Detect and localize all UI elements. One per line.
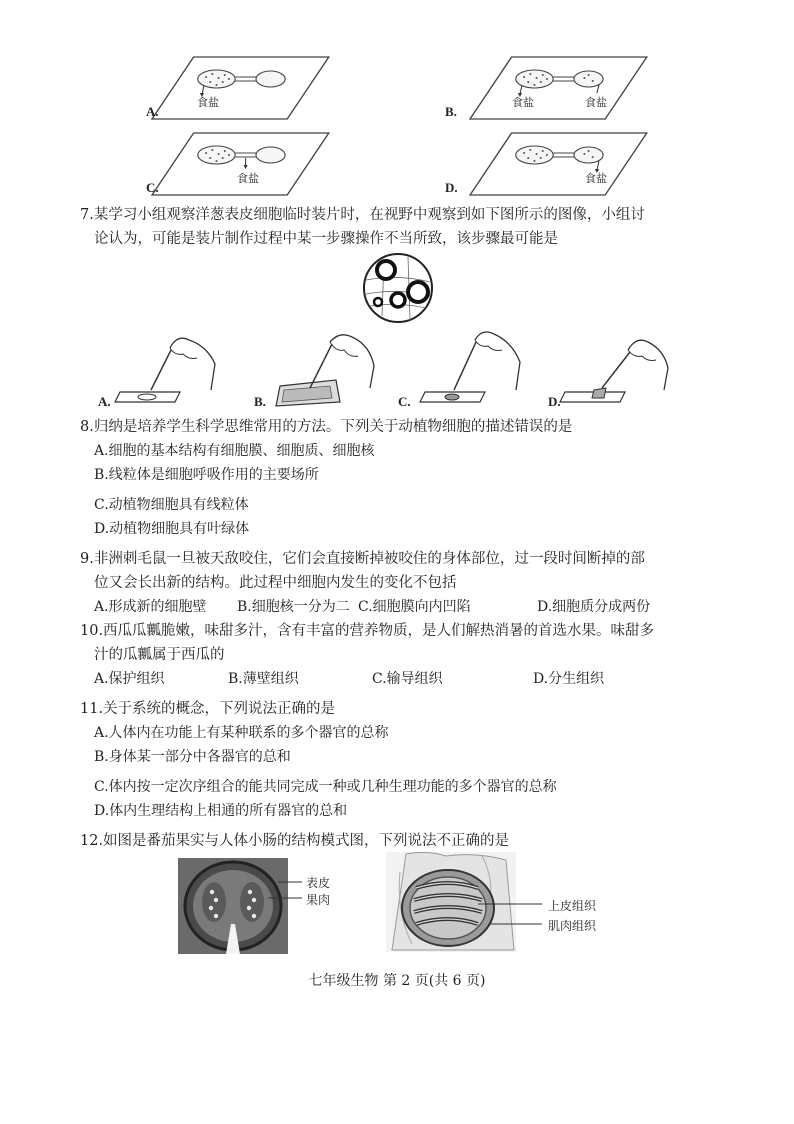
q11-option-a: A.人体内在功能上有某种联系的多个器官的总称 bbox=[94, 725, 389, 741]
q6-option-a-letter: A. bbox=[146, 104, 159, 119]
q7-microscope-view bbox=[362, 252, 434, 324]
q6-a-salt-label: 食盐 bbox=[197, 96, 219, 109]
tomato-label-flesh: 果肉 bbox=[306, 893, 331, 907]
q9-stem-line2: 位又会长出新的结构。此过程中细胞内发生的变化不包括 bbox=[94, 575, 457, 591]
q10-option-b: B.薄壁组织 bbox=[228, 671, 299, 687]
q6-b-salt-label-right: 食盐 bbox=[585, 96, 607, 109]
q11-option-b: B.身体某一部分中各器官的总和 bbox=[94, 749, 291, 765]
q6-option-d-letter: D. bbox=[445, 180, 458, 195]
q10-stem-line1: 10.西瓜瓜瓤脆嫩，味甜多汁，含有丰富的营养物质，是人们解热消暑的首选水果。味甜多 bbox=[80, 623, 655, 639]
q6-option-c-letter: C. bbox=[146, 180, 159, 195]
q6-b-salt-label-left: 食盐 bbox=[512, 96, 534, 109]
q8-option-d: D.动植物细胞具有叶绿体 bbox=[94, 521, 250, 537]
q7-figure-b bbox=[276, 335, 374, 406]
q10-option-a: A.保护组织 bbox=[94, 671, 165, 687]
intestine-label-muscle: 肌肉组织 bbox=[548, 919, 597, 933]
q9-stem-line1: 9.非洲刺毛鼠一旦被天敌咬住，它们会直接断掉被咬住的身体部位，过一段时间断掉的部 bbox=[80, 551, 645, 567]
q10-stem-line2: 汁的瓜瓤属于西瓜的 bbox=[94, 647, 225, 663]
q9-option-b: B.细胞核一分为二 bbox=[237, 599, 350, 615]
small-intestine-figure bbox=[386, 852, 546, 952]
q10-option-d: D.分生组织 bbox=[533, 671, 605, 687]
q6-slide-b bbox=[470, 57, 647, 119]
q7-stem-line1: 7.某学习小组观察洋葱表皮细胞临时装片时，在视野中观察到如下图所示的图像，小组讨 bbox=[80, 207, 645, 223]
q7-figure-a bbox=[115, 338, 215, 402]
q7-option-c-letter: C. bbox=[398, 394, 411, 409]
q11-stem: 11.关于系统的概念，下列说法正确的是 bbox=[80, 701, 336, 717]
q7-figure-c bbox=[420, 332, 520, 402]
q7-option-a-letter: A. bbox=[98, 394, 111, 409]
q6-option-b-letter: B. bbox=[445, 104, 457, 119]
q8-option-a: A.细胞的基本结构有细胞膜、细胞质、细胞核 bbox=[94, 443, 375, 459]
q10-option-c: C.输导组织 bbox=[372, 671, 443, 687]
q6-slide-figures bbox=[0, 0, 794, 200]
q7-option-figures bbox=[0, 330, 794, 410]
tomato-cross-section-figure bbox=[178, 858, 308, 954]
q6-slide-a bbox=[152, 57, 329, 119]
q7-option-b-letter: B. bbox=[254, 394, 266, 409]
q8-option-c: C.动植物细胞具有线粒体 bbox=[94, 497, 249, 513]
q8-option-b: B.线粒体是细胞呼吸作用的主要场所 bbox=[94, 467, 319, 483]
q12-stem: 12.如图是番茄果实与人体小肠的结构模式图，下列说法不正确的是 bbox=[80, 833, 510, 849]
page-footer: 七年级生物 第 2 页(共 6 页) bbox=[308, 973, 486, 989]
q6-d-salt-label: 食盐 bbox=[585, 172, 607, 185]
q11-option-d: D.体内生理结构上相通的所有器官的总和 bbox=[94, 803, 348, 819]
q7-option-d-letter: D. bbox=[548, 394, 561, 409]
intestine-label-epithelial: 上皮组织 bbox=[548, 899, 597, 913]
q7-stem-line2: 论认为，可能是装片制作过程中某一步骤操作不当所致，该步骤最可能是 bbox=[94, 231, 558, 247]
q7-figure-d bbox=[560, 340, 668, 402]
tomato-label-epidermis: 表皮 bbox=[306, 876, 331, 890]
q11-option-c: C.体内按一定次序组合的能共同完成一种或几种生理功能的多个器官的总称 bbox=[94, 779, 557, 795]
q9-option-c: C.细胞膜向内凹陷 bbox=[358, 599, 471, 615]
q6-slide-d bbox=[470, 133, 647, 195]
q9-option-d: D.细胞质分成两份 bbox=[537, 599, 651, 615]
q9-option-a: A.形成新的细胞壁 bbox=[94, 599, 207, 615]
q6-c-salt-label: 食盐 bbox=[237, 172, 259, 185]
q8-stem: 8.归纳是培养学生科学思维常用的方法。下列关于动植物细胞的描述错误的是 bbox=[80, 419, 573, 435]
